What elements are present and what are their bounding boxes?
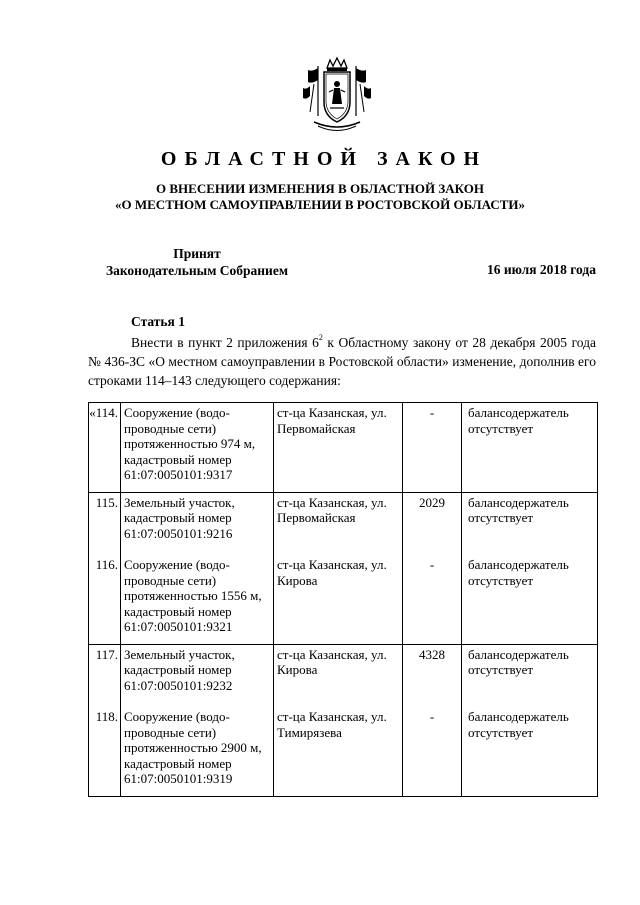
row-object-name: Земельный участок, кадастровый номер 61:07:0050101:9232 <box>121 644 274 699</box>
row-holder: балансодержатель отсутствует <box>462 547 598 644</box>
row-holder: балансодержатель отсутствует <box>462 644 598 699</box>
article-text-part-1: Внести в пункт 2 приложения 6 <box>131 335 319 350</box>
row-holder: балансодержатель отсутствует <box>462 492 598 547</box>
coat-of-arms-icon <box>300 56 374 136</box>
row-address: ст-ца Казанская, ул. Первомайская <box>274 492 403 547</box>
article-heading: Статья 1 <box>131 314 185 329</box>
document-title: ОБЛАСТНОЙ ЗАКОН <box>160 148 488 170</box>
row-number: 115. <box>89 492 121 547</box>
row-object-name: Земельный участок, кадастровый номер 61:07:0050101:9216 <box>121 492 274 547</box>
row-holder: балансодержатель отсутствует <box>462 403 598 493</box>
article-text <box>88 333 596 390</box>
row-object-name: Сооружение (водо-проводные сети) протяженностью 2900 м, кадастровый номер 61:07:0050101:9319 <box>121 699 274 796</box>
table-row <box>89 547 598 644</box>
document-subtitle-line-1: О ВНЕСЕНИИ ИЗМЕНЕНИЯ В ОБЛАСТНОЙ ЗАКОН <box>156 181 484 196</box>
row-number: 116. <box>89 547 121 644</box>
table-row <box>89 644 598 699</box>
adoption-block <box>92 245 302 279</box>
article-text-part-2: к Областному закону от 28 декабря 2005 года № 436-ЗС «О местном самоуправлении в Ростовской области» изменение, дополнив его строками 114–143 следующего содержания: <box>88 335 596 388</box>
adoption-date: 16 июля 2018 года <box>487 262 596 277</box>
table-row <box>89 403 598 493</box>
row-address: ст-ца Казанская, ул. Первомайская <box>274 403 403 493</box>
row-object-name: Сооружение (водо-проводные сети) протяженностью 974 м, кадастровый номер 61:07:0050101:9317 <box>121 403 274 493</box>
adoption-line-1: Принят <box>173 246 221 261</box>
row-number: 117. <box>89 644 121 699</box>
row-address: ст-ца Казанская, ул. Кирова <box>274 547 403 644</box>
article-text-superscript: 2 <box>318 333 323 342</box>
row-holder: балансодержатель отсутствует <box>462 699 598 796</box>
table-row <box>89 492 598 547</box>
row-number: 118. <box>89 699 121 796</box>
row-area: 4328 <box>403 644 462 699</box>
row-area: - <box>403 547 462 644</box>
row-object-name: Сооружение (водо-проводные сети) протяженностью 1556 м, кадастровый номер 61:07:0050101:9321 <box>121 547 274 644</box>
row-area: 2029 <box>403 492 462 547</box>
row-address: ст-ца Казанская, ул. Тимирязева <box>274 699 403 796</box>
adoption-line-2: Законодательным Собранием <box>105 263 289 278</box>
row-area: - <box>403 699 462 796</box>
row-area: - <box>403 403 462 493</box>
row-number: «114. <box>89 403 121 493</box>
document-subtitle-line-2: «О МЕСТНОМ САМОУПРАВЛЕНИИ В РОСТОВСКОЙ ОБЛАСТИ» <box>115 197 525 212</box>
table-row <box>89 699 598 796</box>
row-address: ст-ца Казанская, ул. Кирова <box>274 644 403 699</box>
property-table <box>88 402 598 797</box>
